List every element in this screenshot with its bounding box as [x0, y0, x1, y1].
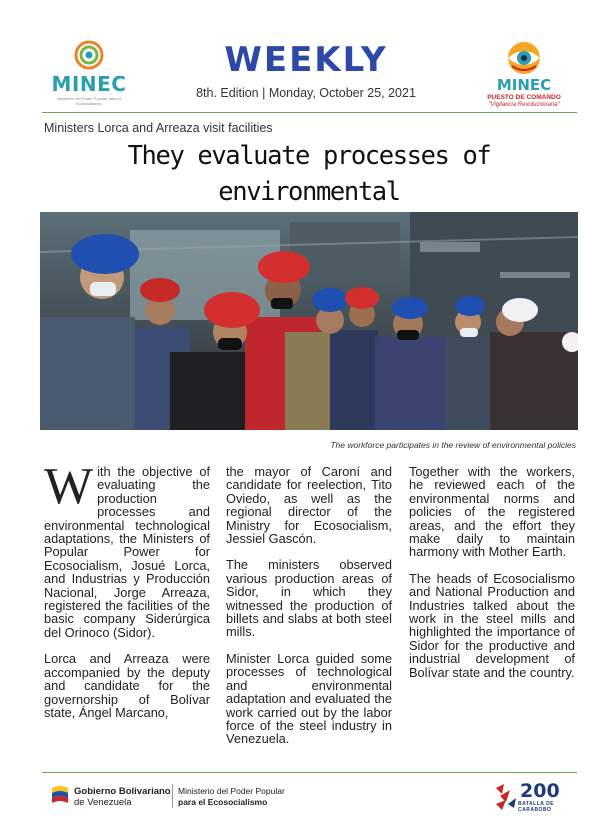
header-divider: [42, 112, 577, 113]
minec-brand: MINEC: [51, 72, 127, 96]
article-column-2: [226, 465, 392, 759]
paragraph-6: Together with the workers, he reviewed each of the environmental norms and policies of the registered areas, and the effort they make daily to maintain harmony with Mother Earth.: [409, 464, 575, 560]
eye-globe-icon: [506, 40, 542, 76]
paragraph-4: The ministers observed various production areas of Sidor, in which they witnessed the production of billets and slabs at both steel mills.: [226, 557, 392, 640]
drop-cap: W: [44, 458, 94, 515]
article-column-1: [44, 458, 210, 732]
workers-photo-illustration: [40, 212, 578, 430]
venezuela-flag-icon: [50, 784, 70, 806]
page-title: WEEKLY: [224, 40, 388, 80]
bicentennial-line-1: BATALLA DE: [518, 801, 555, 807]
ministry-line-2: para el Ecosocialismo: [178, 797, 268, 807]
photo-caption: The workforce participates in the review of environmental policies: [330, 440, 576, 450]
puesto-de-comando-logo: [474, 38, 574, 110]
gov-line-2: de Venezuela: [74, 797, 132, 808]
article-photo: [40, 212, 578, 430]
headline-line-1: They evaluate processes of environmental: [127, 141, 491, 207]
article-column-3: [409, 465, 575, 692]
paragraph-5: Minister Lorca guided some processes of technological and environmental adaptation and evaluated the work carried out by the labor force of the steel industry in Venezuela.: [226, 650, 392, 747]
bicentennial-line-2: CARABOBO: [518, 807, 552, 813]
paragraph-1: [44, 458, 210, 640]
swirl-logo-icon: [74, 40, 104, 70]
footer-separator: [172, 784, 173, 808]
bicentennial-logo: [494, 780, 566, 816]
ministry-line-1: Ministerio del Poder Popular: [178, 786, 285, 796]
vigilancia-label: "Vigilancia Revolucionaria": [488, 102, 560, 108]
paragraph-1-text: ith the objective of evaluating the production processes and environmental technological adaptations, the Ministers of Popular Power for Ecosocialism, Josué Lorca, and Industrias y Producción Nacional, Jorge Arreaza, registered the facilities of the basic company Siderúrgica del Orinoco (Sidor).: [44, 464, 210, 640]
bicentennial-number: 200: [520, 780, 560, 802]
masthead: [150, 40, 462, 100]
minec-subtitle: Ministerio del Poder Popular para el Ecosocialismo: [57, 96, 121, 106]
minec-brand-right: MINEC: [496, 76, 552, 94]
paragraph-2: Lorca and Arreaza were accompanied by the deputy and candidate for the governorship of Bolívar state, Ángel Marcano,: [44, 651, 210, 720]
minec-logo: [44, 38, 134, 104]
puesto-de-comando-label: PUESTO DE COMANDO: [487, 94, 561, 101]
footer-divider: [42, 772, 577, 773]
carabobo-mark-icon: [494, 782, 518, 812]
paragraph-7: The heads of Ecosocialismo and National Production and Industries talked about the work in the steel mills and highlighted the importance of Sidor for the productive and industrial development of Bolívar state and the country.: [409, 570, 575, 680]
edition-date: 8th. Edition | Monday, October 25, 2021: [196, 86, 416, 100]
government-text: [74, 786, 194, 808]
article-kicker: Ministers Lorca and Arreaza visit facilities: [44, 121, 273, 135]
gov-line-1: Gobierno Bolivariano: [74, 786, 171, 797]
ministry-text: [178, 786, 318, 808]
paragraph-3: the mayor of Caroní and candidate for reelection, Tito Oviedo, as well as the regional director of the Ministry for Ecosocialism, Jessiel Gascón.: [226, 464, 392, 547]
